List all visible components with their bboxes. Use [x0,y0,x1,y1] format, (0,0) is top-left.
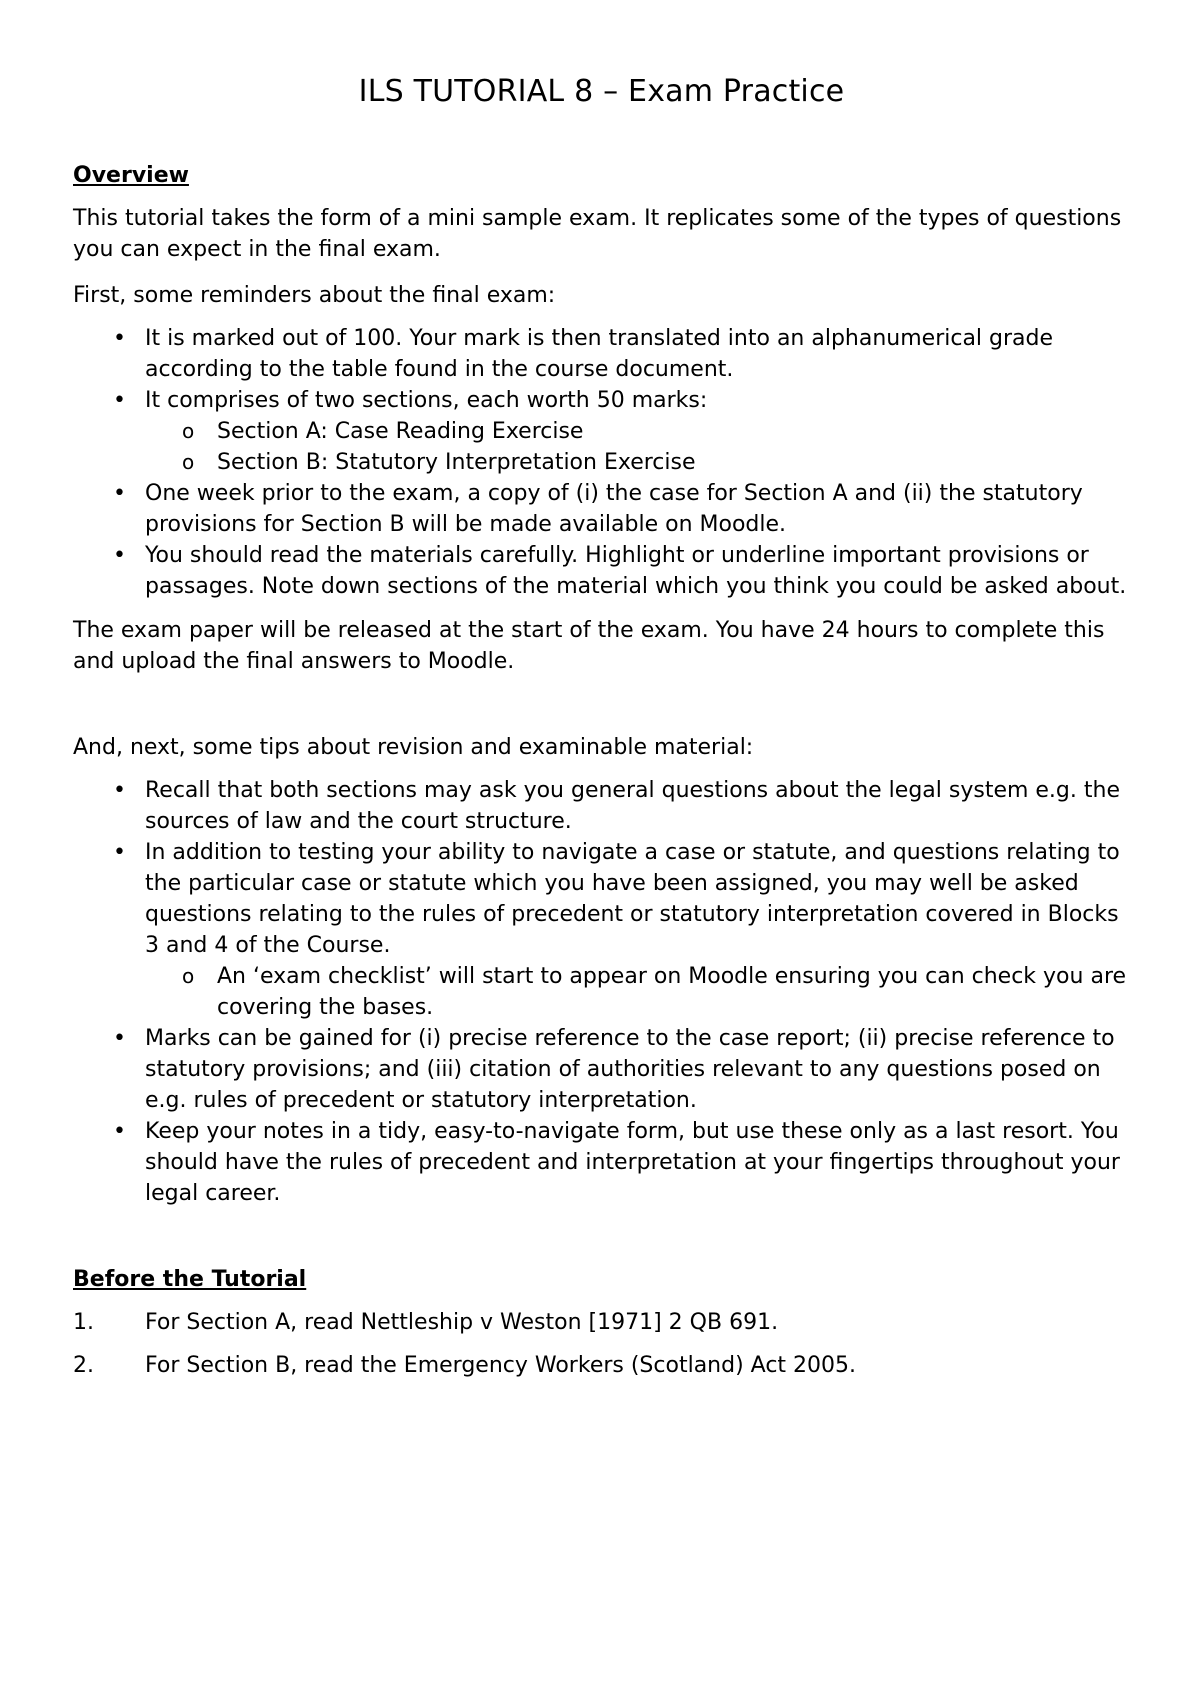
before-tutorial-list [73,1307,1130,1381]
list-item-text: In addition to testing your ability to navigate a case or statute, and questions relating to the particular case or statute which you have been assigned, you may well be asked questions relating to the rules of precedent or statutory interpretation covered in Blocks 3 and 4 of the Course. [145,840,1120,958]
list-item-text: Section A: Case Reading Exercise [217,419,584,444]
list-item-text: Marks can be gained for (i) precise reference to the case report; (ii) precise reference to statutory provisions; and (iii) citation of authorities relevant to any questions posed on e.g. rules of precedent or statutory interpretation. [145,1026,1115,1113]
bullet-icon: • [113,1119,126,1144]
list-item [144,447,1130,478]
list-item [73,540,1130,602]
release-note: The exam paper will be released at the start of the exam. You have 24 hours to complete this and upload the final answers to Moodle. [73,618,1105,674]
list-item [73,1307,1130,1338]
bullet-icon: • [113,840,126,865]
list-item [73,385,1130,478]
list-number: 1. [73,1310,94,1335]
list-item-text: Keep your notes in a tidy, easy-to-navigate form, but use these only as a last resort. You should have the rules of precedent and interpretation at your fingertips throughout your legal career. [145,1119,1120,1206]
list-item-text: Section B: Statutory Interpretation Exercise [217,450,696,475]
list-item-text: It is marked out of 100. Your mark is then translated into an alphanumerical grade according to the table found in the course document. [145,326,1054,382]
overview-heading: Overview [73,163,189,188]
bullet-icon: • [113,543,126,568]
list-item [73,1023,1130,1116]
bullet-icon: • [113,481,126,506]
sub-bullet-icon: o [182,450,195,474]
list-item [73,1350,1130,1381]
list-item [73,775,1130,837]
sub-bullet-icon: o [182,964,195,988]
overview-intro: This tutorial takes the form of a mini sample exam. It replicates some of the types of questions you can expect in the final exam. [73,206,1122,262]
tips-lead: And, next, some tips about revision and examinable material: [73,735,754,760]
list-item-text: One week prior to the exam, a copy of (i) the case for Section A and (ii) the statutory provisions for Section B will be made available on Moodle. [145,481,1083,537]
list-item [144,416,1130,447]
bullet-icon: • [113,1026,126,1051]
sections-list [145,416,1130,478]
list-item-text: For Section B, read the Emergency Workers (Scotland) Act 2005. [145,1353,857,1378]
bullet-icon: • [113,778,126,803]
list-number: 2. [73,1353,94,1378]
before-tutorial-heading: Before the Tutorial [73,1267,307,1292]
bullet-icon: • [113,326,126,351]
list-item-text: It comprises of two sections, each worth 50 marks: [145,388,708,413]
list-item [73,837,1130,1023]
list-item-text: Recall that both sections may ask you general questions about the legal system e.g. the sources of law and the court structure. [145,778,1120,834]
list-item-text: For Section A, read Nettleship v Weston [1971] 2 QB 691. [145,1310,779,1335]
checklist-list [145,961,1130,1023]
list-item [73,323,1130,385]
page-title: ILS TUTORIAL 8 – Exam Practice [358,74,845,109]
sub-bullet-icon: o [182,419,195,443]
list-item [144,961,1130,1023]
list-item-text: You should read the materials carefully. Highlight or underline important provisions or passages. Note down sections of the material which you think you could be asked about. [145,543,1127,599]
reminders-list [73,323,1130,602]
list-item [73,478,1130,540]
tips-list [73,775,1130,1209]
list-item [73,1116,1130,1209]
bullet-icon: • [113,388,126,413]
list-item-text: An ‘exam checklist’ will start to appear on Moodle ensuring you can check you are covering the bases. [217,964,1127,1020]
reminders-lead: First, some reminders about the final exam: [73,283,556,308]
